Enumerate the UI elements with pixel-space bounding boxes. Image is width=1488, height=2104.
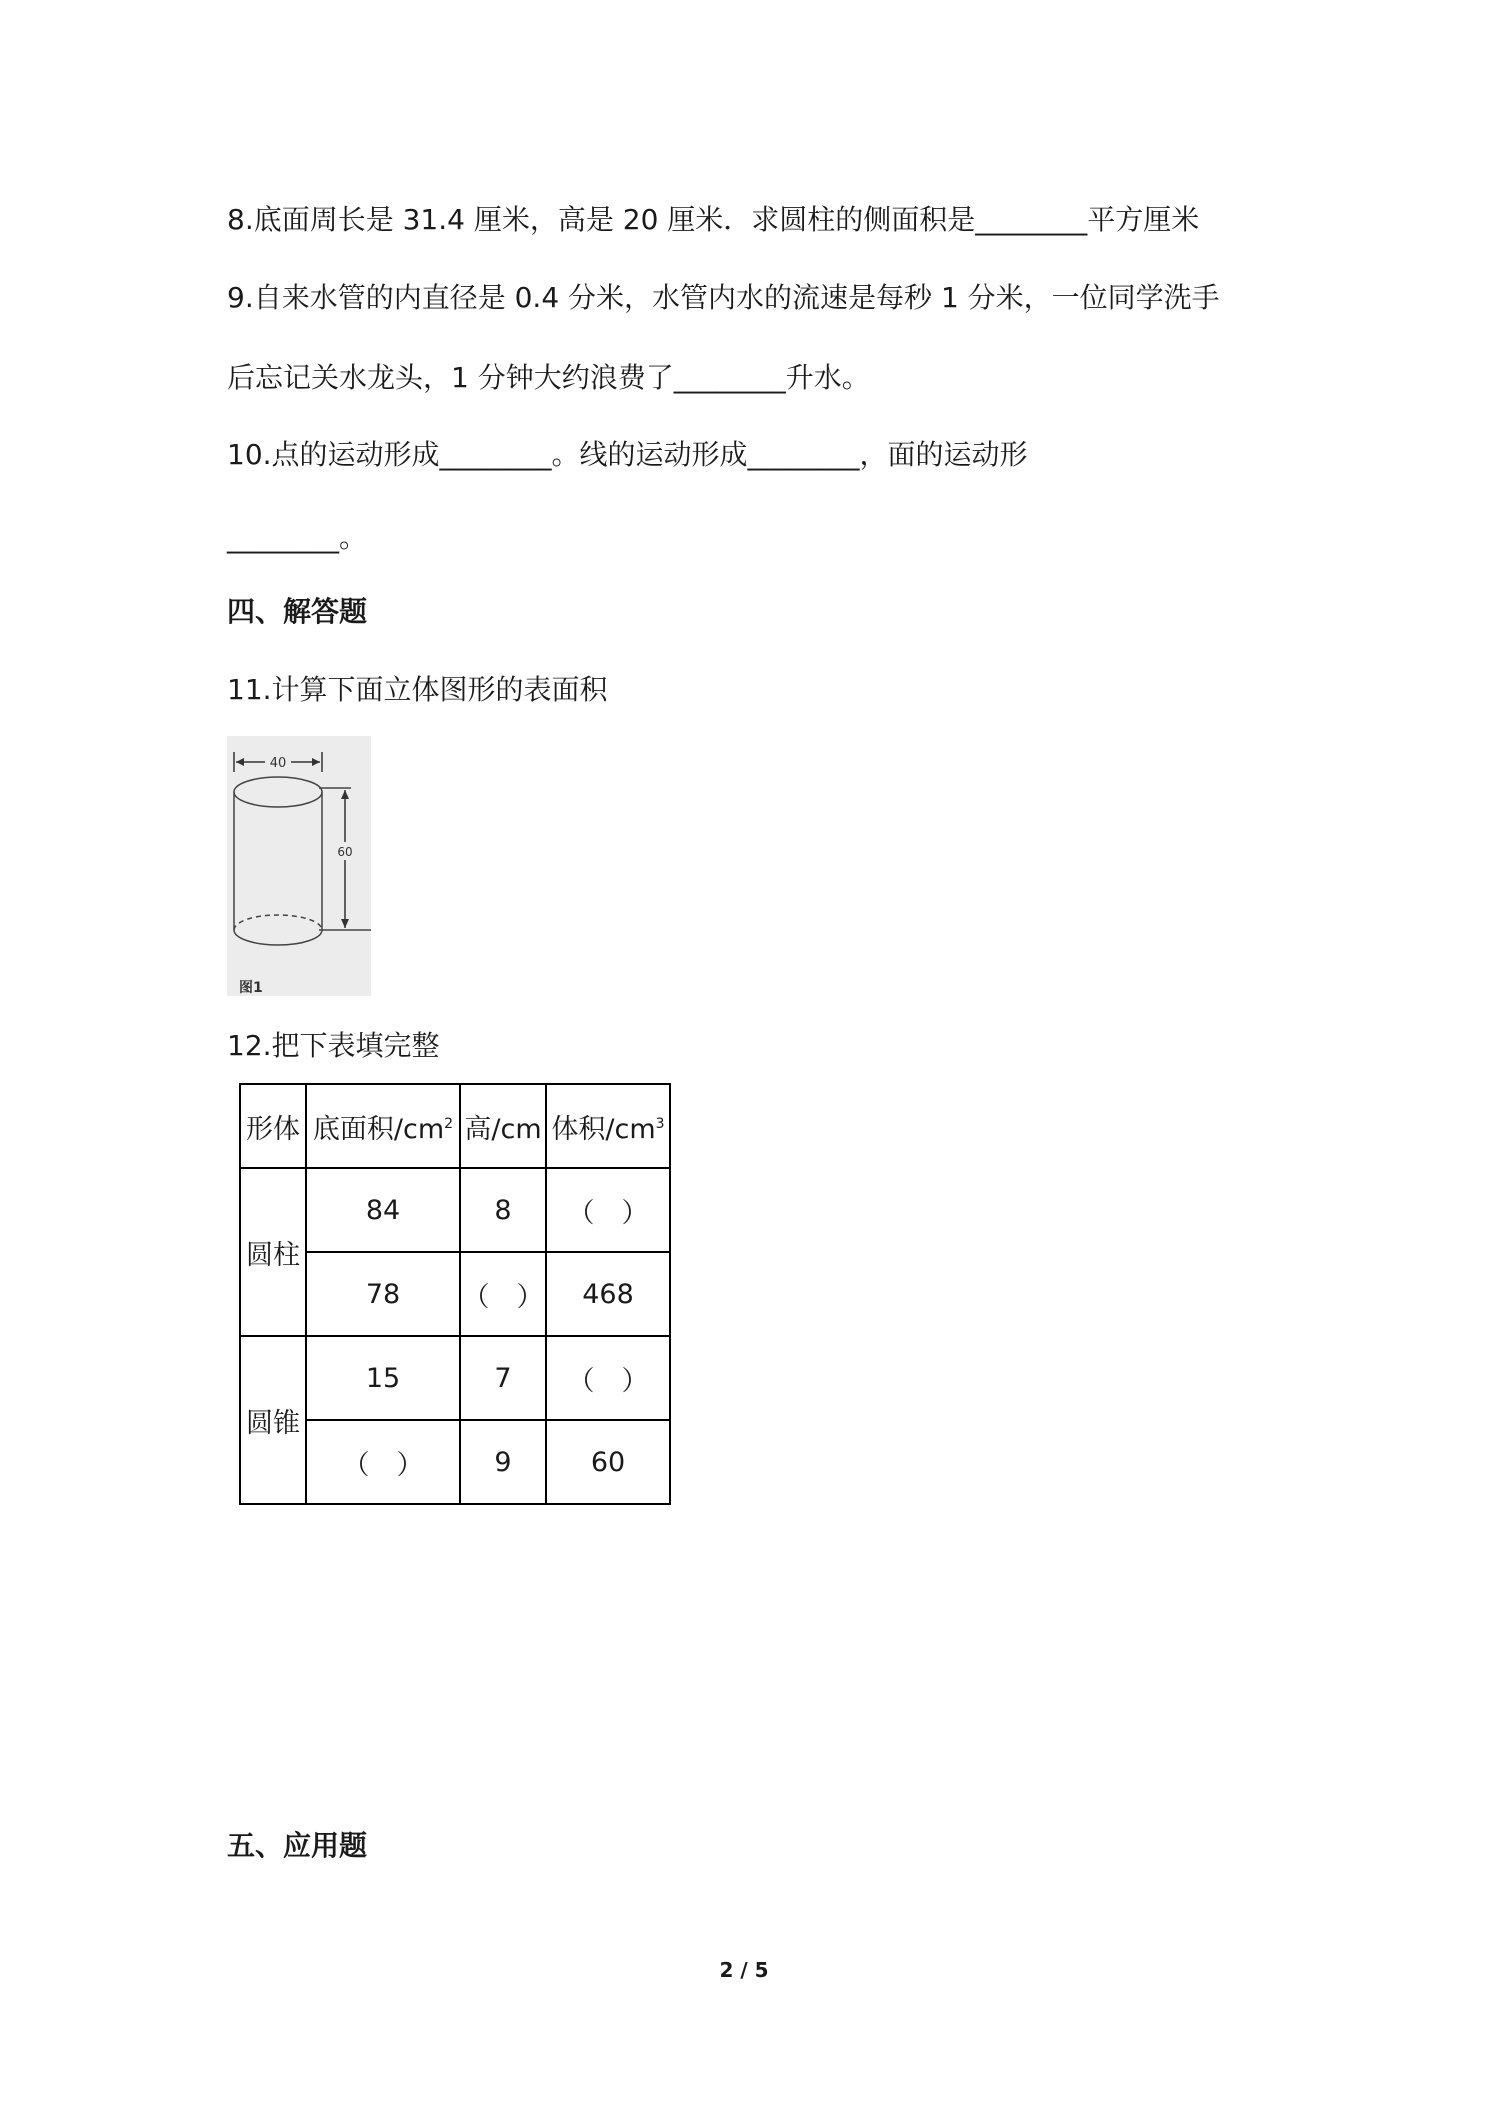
- width-label: 40: [269, 756, 287, 771]
- group-label-cone: 圆锥: [240, 1336, 306, 1504]
- group-label-cylinder: 圆柱: [240, 1168, 306, 1336]
- height-label: 60: [337, 845, 353, 859]
- question-10-line-1: 10.点的运动形成________。线的运动形成________，面的运动形: [227, 438, 1028, 471]
- table-header-cell: 高/cm: [460, 1084, 546, 1168]
- table-cell: （ ）: [306, 1420, 460, 1504]
- table-header-cell: 底面积$/cm^2$: [306, 1084, 460, 1168]
- table-header-cell: 形体: [240, 1084, 306, 1168]
- table-cell: 7: [460, 1336, 546, 1420]
- table-cell: 84: [306, 1168, 460, 1252]
- table-cell: 78: [306, 1252, 460, 1336]
- table-cell: （ ）: [546, 1168, 670, 1252]
- table-cell: 15: [306, 1336, 460, 1420]
- table-row: [240, 1336, 670, 1420]
- fill-in-table: [239, 1083, 671, 1505]
- question-11: 11.计算下面立体图形的表面积: [227, 673, 608, 706]
- question-9-line-2: 后忘记关水龙头，1 分钟大约浪费了________升水。: [227, 361, 870, 394]
- question-8: 8.底面周长是 31.4 厘米，高是 20 厘米．求圆柱的侧面积是________平方厘米: [227, 203, 1200, 236]
- table-cell: （ ）: [546, 1336, 670, 1420]
- table-cell: （ ）: [460, 1252, 546, 1336]
- table-header-row: [240, 1084, 670, 1168]
- question-10-line-2: ________。: [227, 521, 368, 554]
- section-5-heading: 五、应用题: [227, 1829, 368, 1862]
- cylinder-figure: [227, 736, 371, 996]
- section-4-heading: 四、解答题: [227, 595, 368, 628]
- table-header-cell: 体积$/cm^3$: [546, 1084, 670, 1168]
- table-cell: 9: [460, 1420, 546, 1504]
- table-cell: 468: [546, 1252, 670, 1336]
- table-cell: 8: [460, 1168, 546, 1252]
- table-cell: 60: [546, 1420, 670, 1504]
- question-9-line-1: 9.自来水管的内直径是 0.4 分米，水管内水的流速是每秒 1 分米，一位同学洗手: [227, 281, 1220, 314]
- figure-caption: 图1: [239, 980, 263, 996]
- page-number: 2 / 5: [719, 1958, 769, 1982]
- question-12: 12.把下表填完整: [227, 1029, 440, 1062]
- table-row: [240, 1168, 670, 1252]
